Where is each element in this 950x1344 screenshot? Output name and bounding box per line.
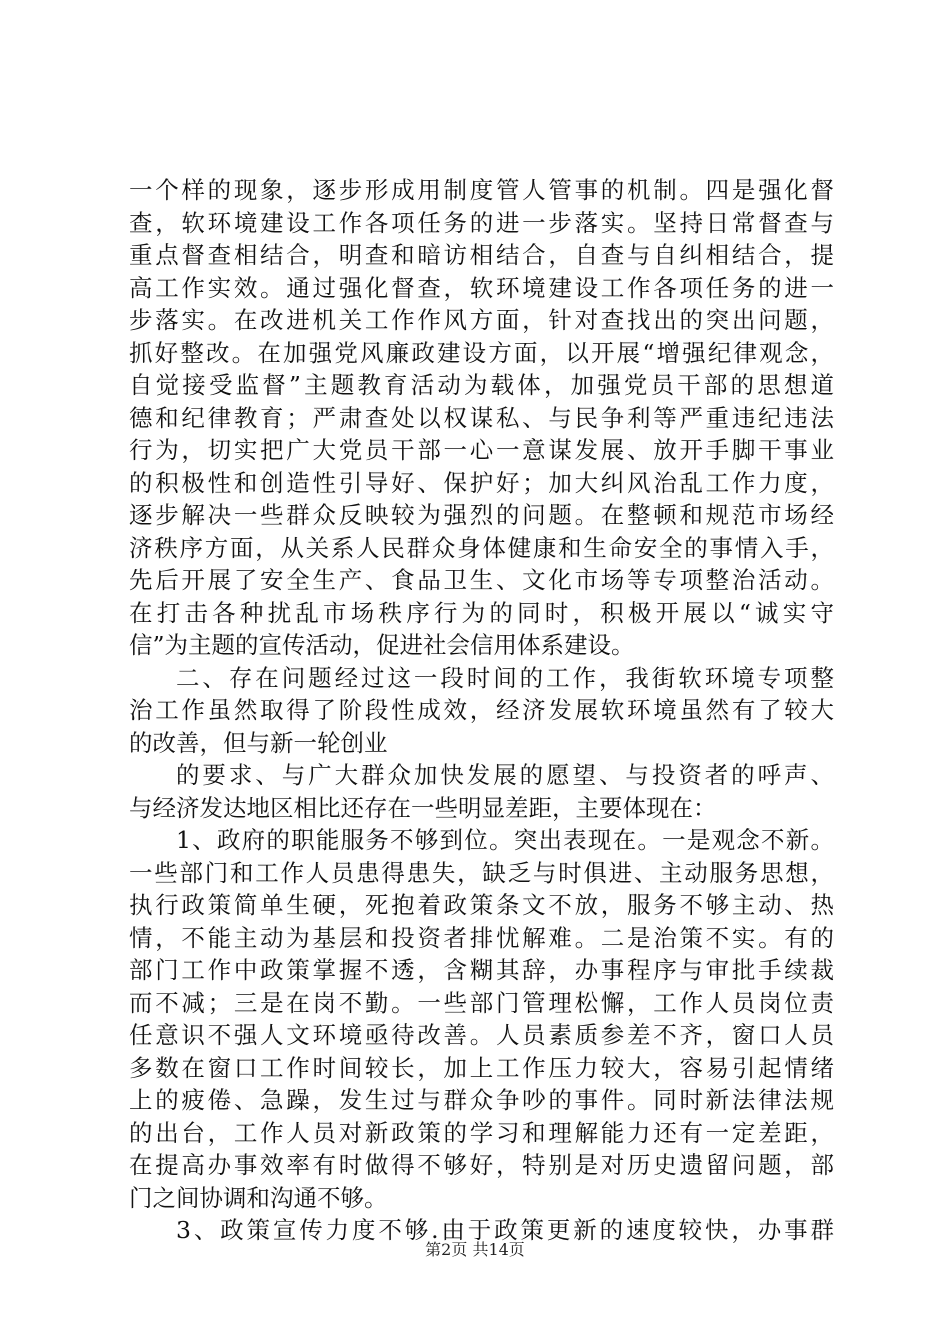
text-line: 情，不能主动为基层和投资者排忧解难。二是治策不实。有的 xyxy=(129,923,834,952)
text-line: 重点督查相结合，明查和暗访相结合，自查与自纠相结合，提 xyxy=(129,241,834,269)
text-line: 的出台，工作人员对新政策的学习和理解能力还有一定差距， xyxy=(129,1118,834,1147)
text-line: 行为，切实把广大党员干部一心一意谋发展、放开手脚干事业 xyxy=(129,436,834,464)
document-body xyxy=(129,174,834,1247)
text-line: 查，软环境建设工作各项任务的进一步落实。坚持日常督查与 xyxy=(129,208,834,237)
text-line: 高工作实效。通过强化督查，软环境建设工作各项任务的进一 xyxy=(129,273,834,302)
text-line: 3、政策宣传力度不够.由于政策更新的速度较快，办事群 xyxy=(176,1216,834,1244)
text-line: 1、政府的职能服务不够到位。突出表现在。一是观念不新。 xyxy=(176,826,834,854)
text-line: 二、存在问题经过这一段时间的工作，我街软环境专项整 xyxy=(176,663,834,692)
text-line: 自觉接受监督”主题教育活动为载体，加强党员干部的思想道 xyxy=(129,371,834,399)
text-line: 与经济发达地区相比还存在一些明显差距，主要体现在： xyxy=(129,793,717,822)
text-line: 上的疲倦、急躁，发生过与群众争吵的事件。同时新法律法规 xyxy=(129,1086,834,1114)
text-line: 逐步解决一些群众反映较为强烈的问题。在整顿和规范市场经 xyxy=(129,501,834,529)
text-line: 的要求、与广大群众加快发展的愿望、与投资者的呼声、 xyxy=(176,761,834,789)
text-line: 执行政策简单生硬，死抱着政策条文不放，服务不够主动、热 xyxy=(129,891,834,919)
text-line: 的改善，但与新一轮创业 xyxy=(129,728,388,757)
text-line: 步落实。在改进机关工作作风方面，针对查找出的突出问题， xyxy=(129,306,834,334)
text-line: 而不减；三是在岗不勤。一些部门管理松懈，工作人员岗位责 xyxy=(129,988,834,1017)
text-line: 在打击各种扰乱市场秩序行为的同时，积极开展以“诚实守 xyxy=(129,598,834,627)
page-footer xyxy=(0,1240,950,1260)
text-line: 的积极性和创造性引导好、保护好；加大纠风治乱工作力度， xyxy=(129,468,834,497)
text-line: 德和纪律教育；严肃查处以权谋私、与民争利等严重违纪违法 xyxy=(129,403,834,432)
text-line: 一个样的现象，逐步形成用制度管人管事的机制。四是强化督 xyxy=(129,176,834,204)
text-line: 门之间协调和沟通不够。 xyxy=(129,1183,388,1212)
text-line: 济秩序方面，从关系人民群众身体健康和生命安全的事情入手， xyxy=(129,533,834,562)
text-line: 在提高办事效率有时做得不够好，特别是对历史遗留问题，部 xyxy=(129,1151,834,1179)
text-line: 部门工作中政策掌握不透，含糊其辞，办事程序与审批手续裁 xyxy=(129,956,834,984)
text-line: 治工作虽然取得了阶段性成效，经济发展软环境虽然有了较大 xyxy=(129,696,834,724)
text-line: 抓好整改。在加强党风廉政建设方面，以开展“增强纪律观念， xyxy=(129,338,834,367)
text-line: 任意识不强人文环境亟待改善。人员素质参差不齐，窗口人员 xyxy=(129,1021,834,1049)
text-line: 一些部门和工作人员患得患失，缺乏与时俱进、主动服务思想， xyxy=(129,858,834,887)
text-line: 信”为主题的宣传活动，促进社会信用体系建设。 xyxy=(129,631,635,659)
page-number-label: 第2页 共14页 xyxy=(425,1240,525,1259)
text-line: 多数在窗口工作时间较长，加上工作压力较大，容易引起情绪 xyxy=(129,1053,834,1082)
text-line: 先后开展了安全生产、食品卫生、文化市场等专项整治活动。 xyxy=(129,566,834,594)
